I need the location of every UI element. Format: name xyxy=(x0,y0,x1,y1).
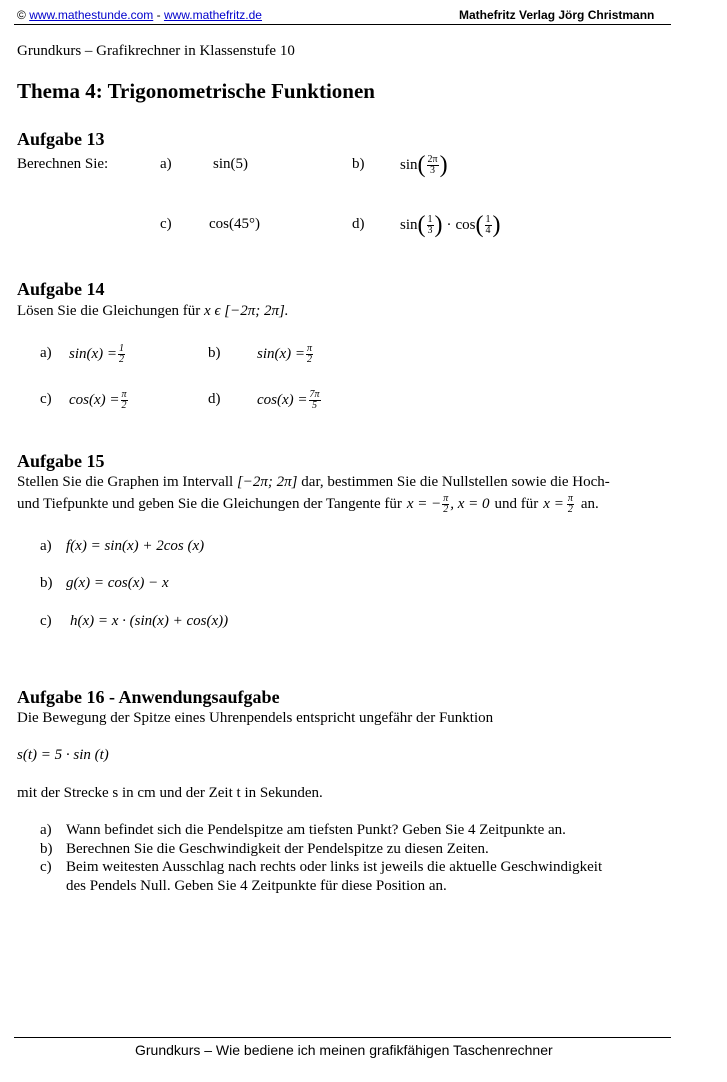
aufgabe-14-intro xyxy=(17,303,289,320)
a15-line2-c: an. xyxy=(580,495,599,512)
page-title: Thema 4: Trigonometrische Funktionen xyxy=(17,79,375,103)
a13-d-fn1: sin xyxy=(400,216,418,233)
a15-line2-b: und für xyxy=(494,495,539,512)
a16-item-a-text: Wann befindet sich die Pendelspitze am tiefsten Punkt? Geben Sie 4 Zeitpunkte an. xyxy=(66,822,566,838)
a13-b-fn: sin xyxy=(400,156,418,173)
a14-b-lhs: sin(x) = xyxy=(257,345,306,362)
link-mathefritz[interactable]: www.mathefritz.de xyxy=(163,8,262,22)
a16-formula: s(t) = 5 · sin (t) xyxy=(17,747,109,763)
a13-a-expr: sin(5) xyxy=(213,156,248,172)
a14-c-den: 2 xyxy=(121,399,127,411)
a13-d-num1: 1 xyxy=(427,213,433,225)
a13-b-num: 2π xyxy=(427,153,438,165)
page-header xyxy=(17,8,262,22)
a14-b-num: π xyxy=(307,342,313,354)
a15-den2: 2 xyxy=(567,503,573,515)
a14-d-lhs: cos(x) = xyxy=(257,391,308,408)
a14-b-den: 2 xyxy=(307,353,313,365)
a15-interval: [−2π; 2π] xyxy=(236,474,298,490)
a14-a-num: 1 xyxy=(119,342,125,354)
a16-item-a-label: a) xyxy=(40,822,52,838)
a14-b-expr xyxy=(257,340,314,368)
a16-item-c-text: Beim weitesten Ausschlag nach rechts oder links ist jeweils die aktuelle Geschwindigkeit xyxy=(66,859,603,875)
link-mathestunde[interactable]: www.mathestunde.com xyxy=(29,8,154,22)
header-separator: - xyxy=(156,8,161,22)
copyright-symbol: © xyxy=(17,8,26,22)
aufgabe-13-prompt: Berechnen Sie: xyxy=(17,156,109,172)
aufgabe-13-heading: Aufgabe 13 xyxy=(17,129,105,149)
a14-c-label: c) xyxy=(40,391,52,407)
a13-d-fraction1 xyxy=(427,215,434,236)
a15-line2-a: und Tiefpunkte und geben Sie die Gleichungen der Tangente für xyxy=(17,495,402,512)
a13-b-expr: sin ( $\frac{2\pi}{3}$ ) xyxy=(400,152,448,178)
a16-item-b-text: Berechnen Sie die Geschwindigkeit der Pendelspitze zu diesen Zeiten. xyxy=(66,841,489,857)
a15-c-expr: h(x) = x · (sin(x) + cos(x)) xyxy=(70,613,229,629)
footer-divider xyxy=(14,1037,671,1038)
a15-b-label: b) xyxy=(40,575,53,591)
a13-b-label: b) xyxy=(352,156,365,172)
a13-d-den1: 3 xyxy=(427,224,433,236)
a13-d-den2: 4 xyxy=(485,224,491,236)
a14-b-fraction xyxy=(306,344,313,365)
a15-line1 xyxy=(17,474,610,491)
a14-d-fraction xyxy=(309,390,321,411)
a14-c-expr xyxy=(69,386,129,414)
a13-d-fraction2 xyxy=(485,215,492,236)
a15-x2: , x = 0 xyxy=(450,495,490,512)
a15-a-label: a) xyxy=(40,538,52,554)
a14-d-expr xyxy=(257,386,322,414)
a15-b-expr: g(x) = cos(x) − x xyxy=(66,575,169,591)
a14-d-num: 7π xyxy=(309,388,320,400)
a15-a-expr: f(x) = sin(x) + 2cos (x) xyxy=(66,538,205,554)
a14-d-label: d) xyxy=(208,391,221,407)
a14-b-label: b) xyxy=(208,345,221,361)
a13-a-label: a) xyxy=(160,156,172,172)
a16-item-c-continuation: des Pendels Null. Geben Sie 4 Zeitpunkte für diese Position an. xyxy=(66,878,447,894)
a15-line1-a: Stellen Sie die Graphen im Intervall xyxy=(17,474,234,490)
a16-item-b-label: b) xyxy=(40,841,53,857)
a14-a-fraction xyxy=(118,344,125,365)
a14-d-den: 5 xyxy=(312,399,318,411)
a15-den1: 2 xyxy=(443,503,449,515)
a14-a-lhs: sin(x) = xyxy=(69,345,118,362)
a14-interval: x ϵ [−2π; 2π]. xyxy=(204,303,289,319)
a13-d-label: d) xyxy=(352,216,365,232)
a13-d-num2: 1 xyxy=(485,213,491,225)
a13-c-label: c) xyxy=(160,216,172,232)
a15-c-label: c) xyxy=(40,613,52,629)
a16-description: mit der Strecke s in cm und der Zeit t in Sekunden. xyxy=(17,785,323,801)
a13-b-fraction xyxy=(427,155,439,176)
header-divider xyxy=(14,24,671,25)
a14-a-den: 2 xyxy=(119,353,125,365)
a15-num1: π xyxy=(443,492,449,504)
aufgabe-16-heading: Aufgabe 16 - Anwendungsaufgabe xyxy=(17,687,280,707)
a13-d-expr: sin ( $\frac{1}{3}$ ) · cos ( $\frac{1}{4}$ ) xyxy=(400,212,501,238)
a14-intro-text: Lösen Sie die Gleichungen für xyxy=(17,303,201,319)
aufgabe-14-heading: Aufgabe 14 xyxy=(17,279,105,299)
a14-a-label: a) xyxy=(40,345,52,361)
a13-d-fn2: cos xyxy=(455,216,476,233)
a15-num2: π xyxy=(567,492,573,504)
a13-c-expr: cos(45°) xyxy=(209,216,260,232)
page-footer: Grundkurs – Wie bediene ich meinen grafikfähigen Taschenrechner xyxy=(135,1042,553,1058)
a14-a-expr xyxy=(69,340,126,368)
course-line: Grundkurs – Grafikrechner in Klassenstufe 10 xyxy=(17,43,295,59)
a14-c-fraction xyxy=(121,390,128,411)
aufgabe-15-heading: Aufgabe 15 xyxy=(17,451,105,471)
a14-c-lhs: cos(x) = xyxy=(69,391,120,408)
a15-fraction1 xyxy=(442,494,449,515)
a15-x3: x = xyxy=(543,495,564,512)
a15-x1: x = − xyxy=(406,495,442,512)
a13-b-den: 3 xyxy=(430,164,436,176)
a15-fraction2 xyxy=(567,494,574,515)
a16-intro: Die Bewegung der Spitze eines Uhrenpendels entspricht ungefähr der Funktion xyxy=(17,710,494,726)
a14-c-num: π xyxy=(121,388,127,400)
a13-d-dot: · xyxy=(446,216,452,233)
a15-line2 xyxy=(17,490,599,518)
a15-line1-b: dar, bestimmen Sie die Nullstellen sowie die Hoch- xyxy=(301,474,610,490)
a16-item-c-label: c) xyxy=(40,859,52,875)
publisher: Mathefritz Verlag Jörg Christmann xyxy=(459,8,655,22)
